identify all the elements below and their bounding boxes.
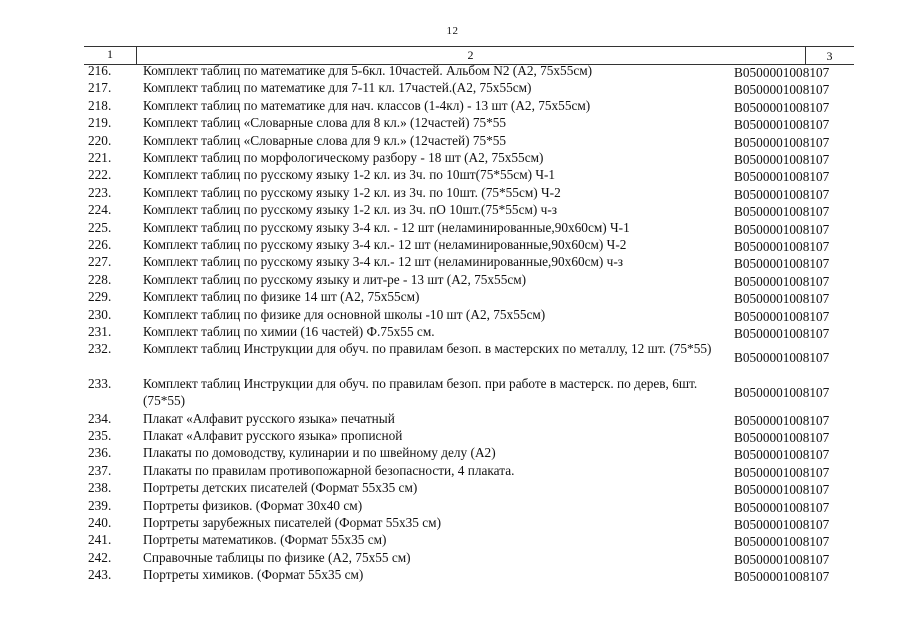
row-description: Комплект таблиц по русскому языку 1-2 кл. из 3ч. по 10шт(75*55см) Ч-1 [143,167,556,183]
table-row [0,166,905,183]
row-number: 216. [88,63,112,78]
row-description: Комплект таблиц по математике для 5-6кл. 10частей. Альбом N2 (А2, 75х55см) [143,63,593,78]
row-description: Комплект таблиц по физике для основной школы -10 шт (А2, 75х55см) [143,306,546,322]
table-row [0,410,905,427]
row-description: Плакат «Алфавит русского языка» прописной [143,428,403,443]
row-number: 219. [88,115,112,131]
row-description: Портреты физиков. (Формат 30х40 см) [143,497,363,513]
row-number: 237. [88,462,112,478]
row-code: B0500001008107 [734,430,830,445]
row-code: B0500001008107 [734,569,830,585]
table-row [0,288,905,305]
row-code: B0500001008107 [734,117,830,133]
row-code: B0500001008107 [734,551,830,567]
row-description: Портреты математиков. (Формат 55х35 см) [143,532,387,548]
row-code: B0500001008107 [734,308,830,324]
row-description: Портреты зарубежных писателей (Формат 55х35 см) [143,515,442,530]
row-code: B0500001008107 [734,326,830,341]
row-code: B0500001008107 [734,239,830,254]
row-code: B0500001008107 [734,256,830,272]
row-number: 224. [88,202,112,218]
row-code: B0500001008107 [734,482,830,498]
row-code: B0500001008107 [734,134,830,150]
row-description: Комплект таблиц по русскому языку 1-2 кл. из 3ч. по 10шт. (75*55см) Ч-2 [143,184,561,200]
table-row [0,549,905,566]
row-code: B0500001008107 [734,499,830,515]
table-row [0,566,905,583]
row-code: B0500001008107 [734,186,830,202]
row-number: 225. [88,219,112,235]
table-row [0,323,905,340]
table-row [0,219,905,236]
table-row [0,497,905,514]
row-description: Комплект таблиц Инструкции для обуч. по правилам безоп. в мастерских по металлу, 12 шт. (75*55) [143,341,712,357]
row-number: 221. [88,150,112,165]
row-description: Плакаты по домоводству, кулинарии и по швейному делу (А2) [143,445,496,461]
row-number: 240. [88,515,112,530]
row-number: 239. [88,497,112,513]
table-row [0,514,905,531]
row-code: B0500001008107 [734,447,830,463]
row-code: B0500001008107 [734,273,830,289]
row-code: B0500001008107 [734,82,830,98]
table-row [0,375,905,410]
table-row [0,114,905,131]
table-row [0,201,905,218]
table-row [0,184,905,201]
row-number: 226. [88,237,112,252]
table-row [0,79,905,96]
row-number: 220. [88,132,112,148]
row-description: Комплект таблиц по русскому языку 3-4 кл. - 12 шт (неламинированные,90х60см) Ч-1 [143,219,630,235]
table-row [0,97,905,114]
table-row [0,253,905,270]
row-number: 236. [88,445,112,461]
header-col-3: 3 [826,49,833,63]
row-number: 233. [88,376,112,391]
table-row [0,462,905,479]
row-number: 218. [88,97,112,113]
row-description: Плакаты по правилам противопожарной безопасности, 4 плаката. [143,462,515,478]
row-code: B0500001008107 [734,350,830,366]
row-description: Комплект таблиц «Словарные слова для 9 кл.» (12частей) 75*55 [143,132,507,148]
header-col-2: 2 [136,47,806,64]
table-row [0,444,905,461]
row-code: B0500001008107 [734,99,830,115]
table-row [0,271,905,288]
row-description: Комплект таблиц по русскому языку 3-4 кл.- 12 шт (неламинированные,90х60см) Ч-2 [143,237,627,252]
row-number: 243. [88,567,112,583]
row-number: 238. [88,480,112,496]
row-description: Комплект таблиц «Словарные слова для 8 кл.» (12частей) 75*55 [143,115,507,131]
row-number: 222. [88,167,112,183]
row-number: 223. [88,184,112,200]
row-code: B0500001008107 [734,385,830,400]
table-row [0,62,905,79]
row-code: B0500001008107 [734,412,830,428]
table-row [0,479,905,496]
row-number: 241. [88,532,112,548]
table-row [0,236,905,253]
table-row [0,132,905,149]
row-number: 227. [88,254,112,270]
row-description: Комплект таблиц по русскому языку 3-4 кл.- 12 шт (неламинированные,90х60см) ч-з [143,254,624,270]
row-number: 231. [88,324,112,339]
row-description: Комплект таблиц по математике для нач. классов (1-4кл) - 13 шт (А2, 75х55см) [143,97,591,113]
row-code: B0500001008107 [734,291,830,307]
row-code: B0500001008107 [734,204,830,220]
row-description: Плакат «Алфавит русского языка» печатный [143,410,395,426]
header-col-1: 1 [84,47,137,64]
row-number: 234. [88,410,112,426]
row-description: Портреты детских писателей (Формат 55х35 см) [143,480,418,496]
row-number: 235. [88,428,112,443]
table-row [0,427,905,444]
row-description: Комплект таблиц по физике 14 шт (А2, 75х55см) [143,289,420,305]
row-code: B0500001008107 [734,221,830,237]
row-description: Комплект таблиц по русскому языку 1-2 кл. из 3ч. пО 10шт.(75*55см) ч-з [143,202,558,218]
row-code: B0500001008107 [734,534,830,550]
row-code: B0500001008107 [734,517,830,532]
row-description: Комплект таблиц по морфологическому разбору - 18 шт (А2, 75х55см) [143,150,544,165]
table-row [0,306,905,323]
row-description: Комплект таблиц по русскому языку и лит-ре - 13 шт (А2, 75х55см) [143,271,527,287]
row-description: Комплект таблиц по химии (16 частей) Ф.75х55 см. [143,324,435,339]
table-row [0,531,905,548]
row-code: B0500001008107 [734,152,830,167]
row-number: 217. [88,80,112,96]
row-description: Справочные таблицы по физике (А2, 75х55 см) [143,549,411,565]
row-description: Портреты химиков. (Формат 55х35 см) [143,567,364,583]
row-code: B0500001008107 [734,65,830,80]
row-number: 228. [88,271,112,287]
row-number: 230. [88,306,112,322]
row-number: 229. [88,289,112,305]
page-number: 12 [446,25,459,37]
row-number: 232. [88,341,112,357]
row-code: B0500001008107 [734,464,830,480]
row-number: 242. [88,549,112,565]
row-code: B0500001008107 [734,169,830,185]
table-row [0,340,905,375]
row-description: Комплект таблиц Инструкции для обуч. по правилам безоп. при работе в мастерск. по дерев, 6шт. (75*55) [143,376,698,409]
table-row [0,149,905,166]
row-description: Комплект таблиц по математике для 7-11 кл. 17частей.(А2, 75х55см) [143,80,532,96]
